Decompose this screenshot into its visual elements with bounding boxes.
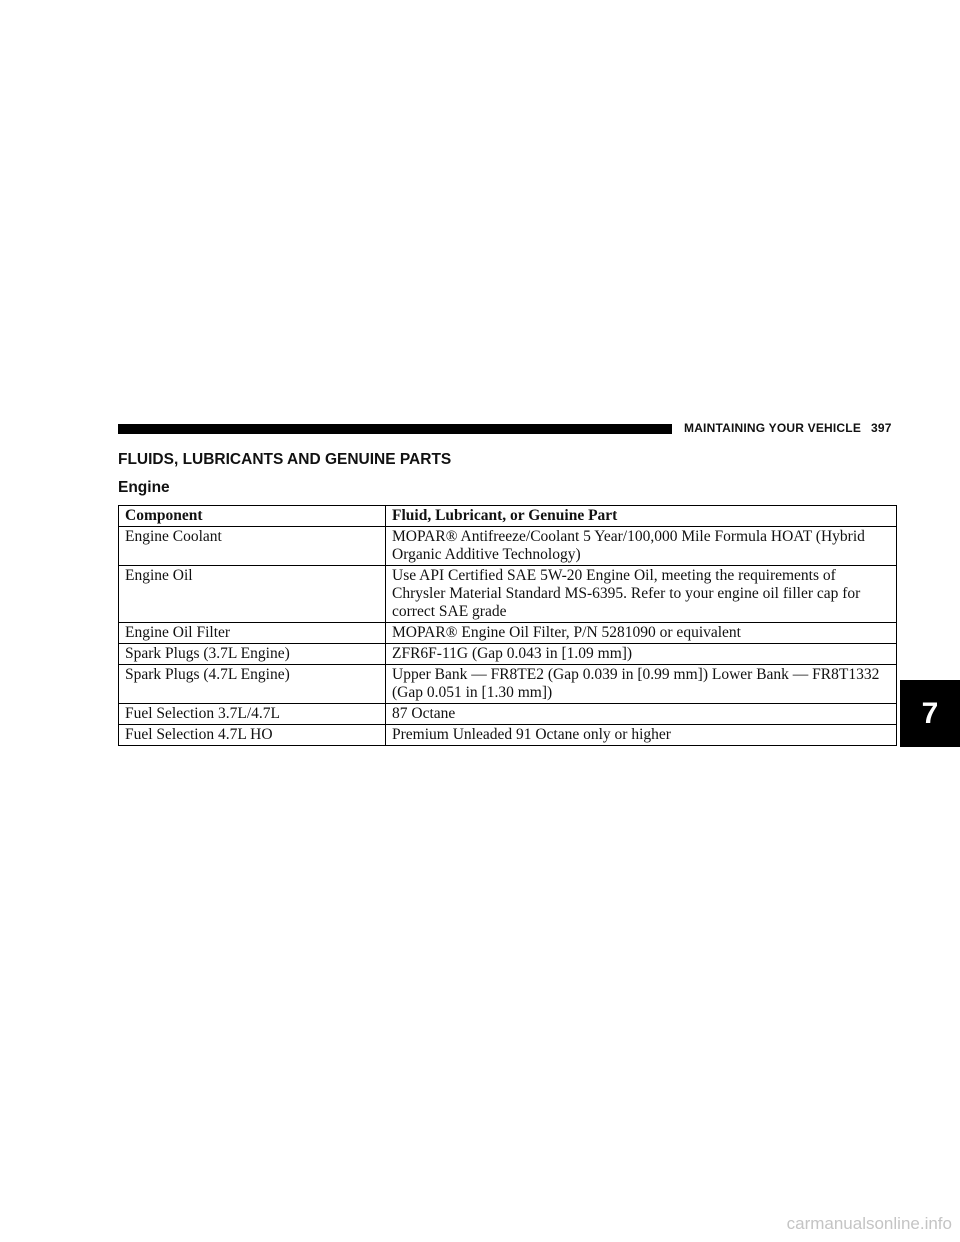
section-title: FLUIDS, LUBRICANTS AND GENUINE PARTS (118, 451, 452, 468)
column-header-component: Component (119, 506, 386, 527)
chapter-tab: 7 (900, 680, 960, 747)
cell-part: Upper Bank — FR8TE2 (Gap 0.039 in [0.99 mm]) Lower Bank — FR8T1332 (Gap 0.051 in [1.30 mm]) (386, 665, 897, 704)
page-number: 397 (871, 421, 892, 435)
cell-part: MOPAR® Engine Oil Filter, P/N 5281090 or equivalent (386, 623, 897, 644)
subsection-title: Engine (118, 479, 170, 496)
cell-part: Premium Unleaded 91 Octane only or higher (386, 725, 897, 746)
cell-part: 87 Octane (386, 704, 897, 725)
table-row (119, 623, 897, 644)
cell-component: Fuel Selection 4.7L HO (119, 725, 386, 746)
table-row (119, 725, 897, 746)
table-row (119, 566, 897, 623)
running-header (684, 421, 892, 435)
cell-part: MOPAR® Antifreeze/Coolant 5 Year/100,000 Mile Formula HOAT (Hybrid Organic Additive Technology) (386, 527, 897, 566)
table-row (119, 704, 897, 725)
header-section-title: MAINTAINING YOUR VEHICLE (684, 421, 862, 435)
header-rule (118, 424, 672, 434)
cell-component: Engine Oil Filter (119, 623, 386, 644)
cell-component: Spark Plugs (4.7L Engine) (119, 665, 386, 704)
cell-component: Engine Coolant (119, 527, 386, 566)
cell-component: Engine Oil (119, 566, 386, 623)
table-row (119, 527, 897, 566)
cell-part: Use API Certified SAE 5W-20 Engine Oil, meeting the requirements of Chrysler Material Standard MS-6395. Refer to your engine oil filler cap for correct SAE grade (386, 566, 897, 623)
cell-component: Fuel Selection 3.7L/4.7L (119, 704, 386, 725)
cell-component: Spark Plugs (3.7L Engine) (119, 644, 386, 665)
table-header-row (119, 506, 897, 527)
fluids-table (118, 505, 897, 746)
table-row (119, 665, 897, 704)
column-header-part: Fluid, Lubricant, or Genuine Part (386, 506, 897, 527)
table-row (119, 644, 897, 665)
cell-part: ZFR6F-11G (Gap 0.043 in [1.09 mm]) (386, 644, 897, 665)
watermark-text: carmanualsonline.info (786, 1214, 952, 1233)
